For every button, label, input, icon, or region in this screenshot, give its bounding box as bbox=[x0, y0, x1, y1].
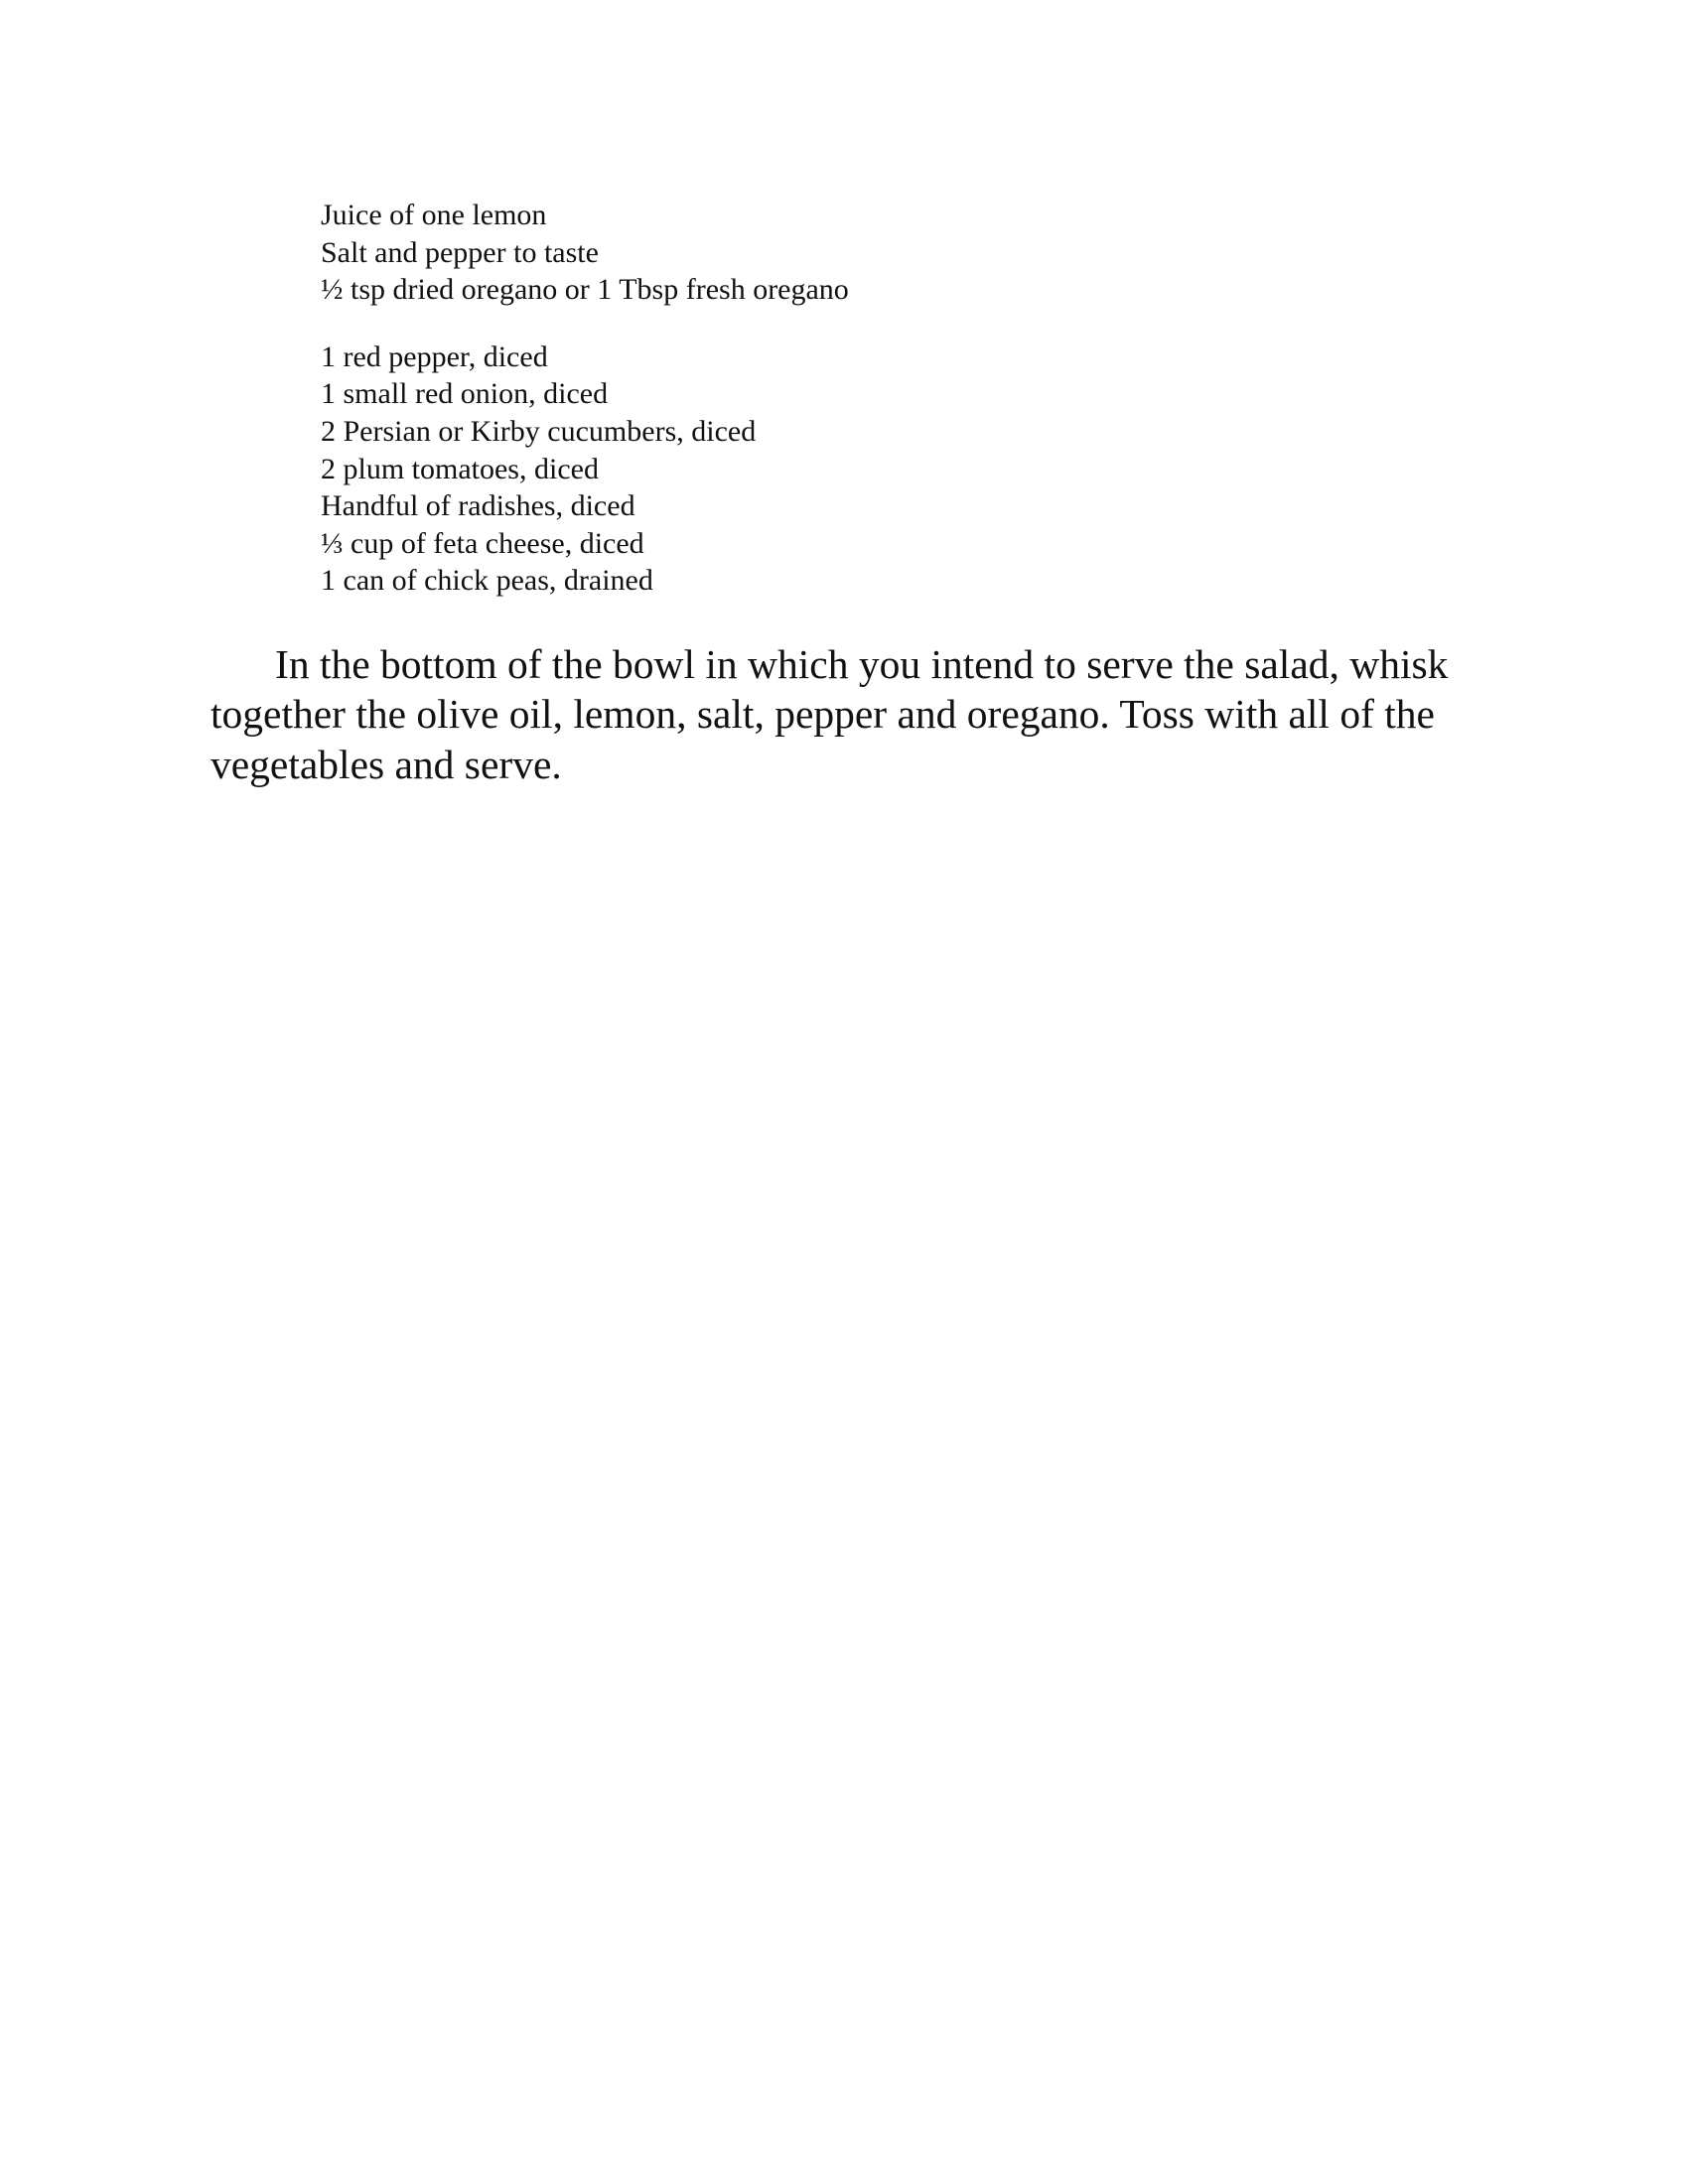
ingredients-list bbox=[321, 197, 1413, 600]
ingredient-line: Juice of one lemon bbox=[321, 199, 547, 231]
ingredient-line: 1 can of chick peas, drained bbox=[321, 564, 653, 598]
ingredient-line: 1 small red onion, diced bbox=[321, 377, 609, 411]
dressing-ingredients bbox=[321, 197, 1413, 309]
ingredient-line: 1 red pepper, diced bbox=[321, 340, 548, 373]
ingredient-line: ⅓ cup of feta cheese, diced bbox=[321, 526, 644, 560]
ingredient-line: Handful of radishes, diced bbox=[321, 489, 635, 523]
ingredient-line: 2 Persian or Kirby cucumbers, diced bbox=[321, 414, 757, 448]
ingredient-line: Salt and pepper to taste bbox=[321, 235, 599, 269]
vegetable-ingredients bbox=[321, 339, 1413, 600]
ingredient-line: 2 plum tomatoes, diced bbox=[321, 452, 599, 485]
instructions-paragraph: In the bottom of the bowl in which you intend to serve the salad, whisk together the olive oil, lemon, salt, pepper and oregano. Toss with all of the vegetables and serve. bbox=[211, 641, 1449, 787]
ingredient-line: ½ tsp dried oregano or 1 Tbsp fresh oregano bbox=[321, 273, 849, 307]
